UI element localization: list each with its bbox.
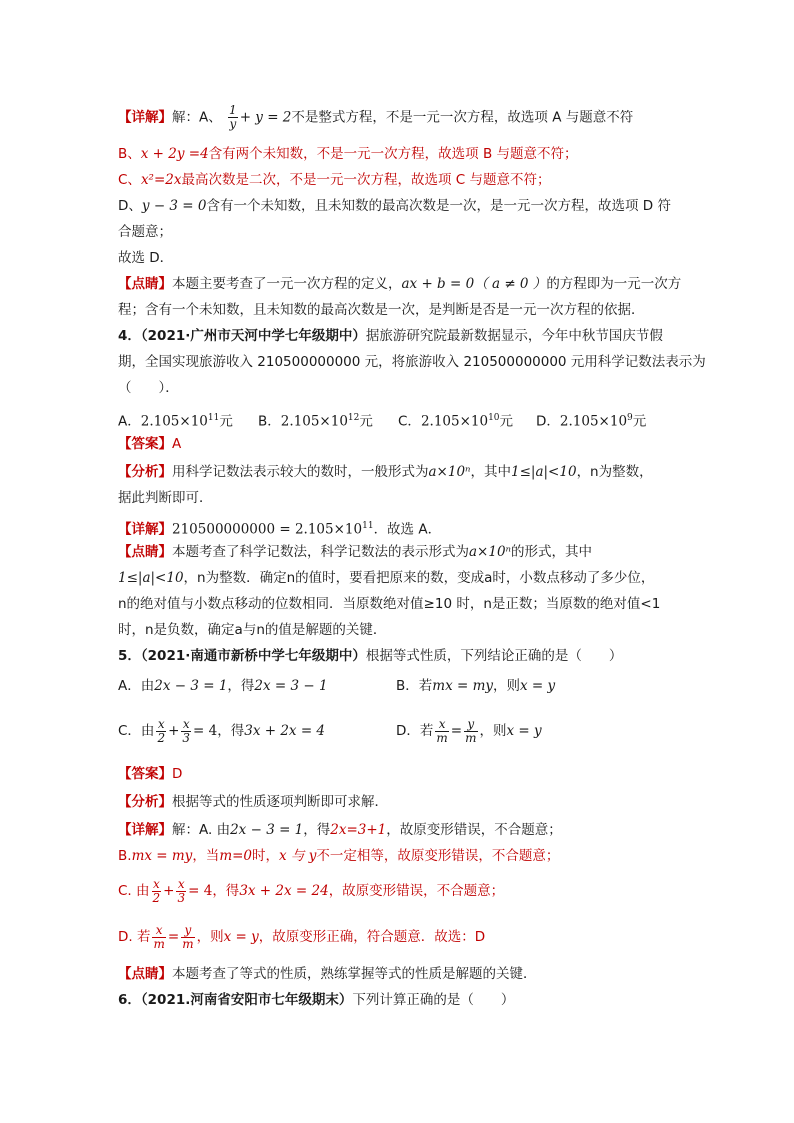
q4-analysis-line-1: 【分析】用科学记数法表示较大的数时，一般形式为a×10ⁿ，其中1≤|a|<10，n为整数， bbox=[118, 464, 653, 480]
q5-options-row-2 bbox=[118, 714, 678, 748]
q4-answer: 【答案】A bbox=[118, 436, 182, 452]
q4-stem-line-1: 4．（2021·广州市天河中学七年级期中）据旅游研究院最新数据显示，今年中秋节国庆节假 bbox=[118, 328, 663, 344]
q5-analysis: 【分析】根据等式的性质逐项判断即可求解． bbox=[118, 794, 388, 810]
q5-point: 【点睛】本题考查了等式的性质，熟练掌握等式的性质是解题的关键． bbox=[118, 966, 537, 982]
q5-detail-line-3: C. 由 $\frac{x}{2}$ + $\frac{x}{3}$ = 4，得3x + 2x = 24，故原变形错误，不合题意； bbox=[118, 876, 505, 905]
detail-tag: 【详解】 bbox=[118, 109, 172, 126]
q4-stem-line-3: （ ）． bbox=[118, 380, 179, 396]
q3-detail-line-4: D、y − 3 = 0含有一个未知数，且未知数的最高次数是一次，是一元一次方程，故选项 D 符 bbox=[118, 198, 671, 214]
q4-point-line-4: 时，n是负数，确定a与n的值是解题的关键． bbox=[118, 622, 387, 638]
q4-analysis-line-2: 据此判断即可． bbox=[118, 490, 213, 506]
q4-options bbox=[118, 408, 678, 428]
q5-option-d: D．若 $\frac{x}{m}$ = $\frac{y}{m}$ ，则x = y bbox=[396, 716, 542, 745]
q3-detail-line-5: 合题意； bbox=[118, 224, 172, 240]
q4-option-d: D．$2.105\times 10^9$元 bbox=[536, 413, 647, 430]
q3-detail-line-3: C、x²=2x最高次数是二次，不是一元一次方程，故选项 C 与题意不符； bbox=[118, 172, 551, 188]
q4-point-line-2: 1≤|a|<10，n为整数．确定n的值时，要看把原来的数，变成a时，小数点移动了多少位， bbox=[118, 570, 655, 586]
q6-stem: 6．（2021.河南省安阳市七年级期末）下列计算正确的是（ ） bbox=[118, 992, 515, 1008]
q5-option-b: B．若mx = my，则x = y bbox=[396, 678, 556, 694]
q4-point-line-1: 【点睛】本题考查了科学记数法，科学记数法的表示形式为a×10ⁿ的形式，其中 bbox=[118, 544, 593, 560]
q5-option-a: A．由2x − 3 = 1，得2x = 3 − 1 bbox=[118, 678, 328, 694]
q4-option-c: C．$2.105\times 10^{10}$元 bbox=[398, 413, 514, 430]
q5-answer: 【答案】D bbox=[118, 766, 183, 782]
q3-point-line-2: 程；含有一个未知数，且未知数的最高次数是一次，是判断是否是一元一次方程的依据． bbox=[118, 302, 645, 318]
q4-option-b: B．$2.105\times 10^{12}$元 bbox=[258, 413, 373, 430]
fraction: $\frac{1}{y}$ bbox=[229, 103, 237, 131]
q5-stem: 5．（2021·南通市新桥中学七年级期中）根据等式性质，下列结论正确的是（ ） bbox=[118, 648, 623, 664]
q4-point-line-3: n的绝对值与小数点移动的位数相同．当原数绝对值≥10 时，n是正数；当原数的绝对值<1 bbox=[118, 596, 661, 612]
q3-detail-line-2: B、x + 2y =4含有两个未知数，不是一元一次方程，故选项 B 与题意不符； bbox=[118, 146, 578, 162]
q5-option-c: C．由 $\frac{x}{2}$ + $\frac{x}{3}$ = 4，得3x + 2x = 4 bbox=[118, 716, 326, 745]
q3-point-line-1: 【点睛】本题主要考查了一元一次方程的定义，ax + b = 0（ a ≠ 0 ）的方程即为一元一次方 bbox=[118, 276, 682, 292]
q5-options-row-1 bbox=[118, 676, 678, 696]
q5-detail-line-1: 【详解】解：A. 由2x − 3 = 1，得2x=3+1，故原变形错误，不合题意； bbox=[118, 822, 562, 838]
q3-detail-line-1: 【详解】解：A、 $\frac{1}{y}$ + y = 2不是整式方程，不是一元一次方程，故选项 A 与题意不符 bbox=[118, 103, 634, 131]
q4-detail: 【详解】$210500000000 = 2.105\times 10^{11}$．故选 A． bbox=[118, 521, 442, 538]
q5-detail-line-2: B.mx = my，当m=0时，x 与 y不一定相等，故原变形错误，不合题意； bbox=[118, 848, 560, 864]
q5-detail-line-4: D. 若 $\frac{x}{m}$ = $\frac{y}{m}$ ，则x = y，故原变形正确，符合题意．故选：D bbox=[118, 922, 486, 951]
q4-stem-line-2: 期，全国实现旅游收入 210500000000 元，将旅游收入 210500000000 元用科学记数法表示为 bbox=[118, 354, 706, 370]
q4-option-a: A．$2.105\times 10^{11}$元 bbox=[118, 413, 233, 430]
q3-detail-line-6: 故选 D． bbox=[118, 250, 174, 266]
